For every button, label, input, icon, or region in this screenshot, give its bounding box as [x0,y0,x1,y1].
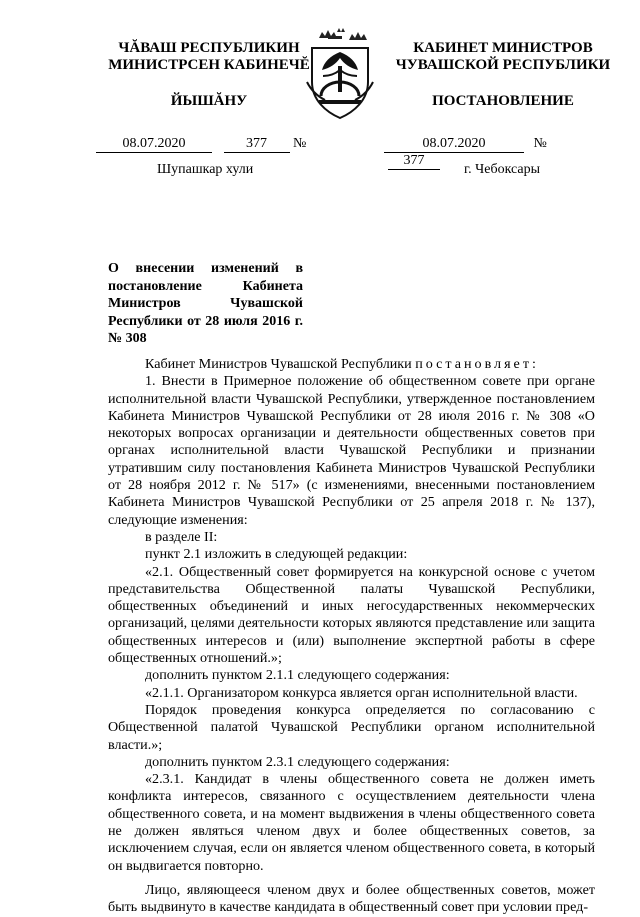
header-chuvash-title: ЙЫШĂНУ [170,93,248,109]
coat-of-arms-icon [297,26,383,122]
header-russian-line2: ЧУВАШСКОЙ РЕСПУБЛИКИ [395,57,611,73]
number-line-chuvash [96,136,311,152]
paragraph-1: 1. Внести в Примерное положение об общественном совете при органе исполнительной власти Чувашской Республики, утвержденное постановлением Кабинета Министров Чувашской Республики от 28 июля 2016 г. № 308 «О некоторых вопросах организации и деятельности общественных советов при органах исполнительной власти Чувашской Республики и признании утратившим силу постановления Кабинета Министров Чувашской Республики от 28 ноября 2012 г. № 517» (с изменениями, внесенными постановлением Кабинета Министров Чувашской Республики от 25 апреля 2018 г. № 137), следующие изменения: [108,373,595,528]
paragraph-6: «2.1.1. Организатором конкурса является орган исполнительной власти. [145,684,578,701]
number-line-russian [384,136,604,168]
number-russian: 377 [388,153,440,170]
header-chuvash [94,40,324,110]
header-chuvash-line1: ЧĂВАШ РЕСПУБЛИКИН [118,40,300,56]
document-body [108,356,595,917]
preamble-verb: постановляет: [415,356,539,372]
header-russian [388,40,618,110]
place-chuvash: Шупашкар хули [157,162,254,177]
preamble [108,356,595,373]
paragraph-2: в разделе II: [145,528,218,545]
number-chuvash: 377 [224,136,290,153]
paragraph-8: дополнить пунктом 2.3.1 следующего содержания: [145,753,450,770]
paragraph-9: «2.3.1. Кандидат в члены общественного совета не должен иметь конфликта интересов, связанного с осуществлением деятельности члена общественного совета, и на момент выдвижения в члены общественного совета не должен являться членом двух и более общественных советов, за исключением случая, если он является членом общественного совета, в который он выдвигается повторно. [108,771,595,874]
no-sign-chuvash: № [293,136,307,151]
header-russian-line1: КАБИНЕТ МИНИСТРОВ [413,40,593,56]
date-chuvash: 08.07.2020 [96,136,212,153]
header-russian-title: ПОСТАНОВЛЕНИЕ [432,93,574,109]
no-sign-russian: № [533,136,547,151]
paragraph-7: Порядок проведения конкурса определяется по согласованию с Общественной палатой Чувашской Республики органом исполнительной власти.»; [108,701,595,753]
place-russian: г. Чебоксары [464,162,541,177]
date-russian: 08.07.2020 [384,136,524,153]
paragraph-4: «2.1. Общественный совет формируется на конкурсной основе с учетом представительства Общественной палаты Чувашской Республики, общественных объединений и иных негосударственных некоммерческих организаций, целями деятельности которых являются представление или защита общественных интересов и (или) выполнение экспертной работы в сфере общественных отношений.»; [108,563,595,667]
paragraph-5: дополнить пунктом 2.1.1 следующего содержания: [145,667,450,684]
header-chuvash-line2: МИНИСТРСЕН КАБИНЕЧĔ [108,57,310,73]
preamble-lead: Кабинет Министров Чувашской Республики [145,356,412,372]
paragraph-3: пункт 2.1 изложить в следующей редакции: [145,546,408,563]
document-subject: О внесении изменений в постановление Кабинета Министров Чувашской Республики от 28 июля 2016 г. № 308 [108,261,303,346]
paragraph-10: Лицо, являющееся членом двух и более общественных советов, может быть выдвинуто в качестве кандидата в общественный совет при условии пред- [108,881,595,916]
